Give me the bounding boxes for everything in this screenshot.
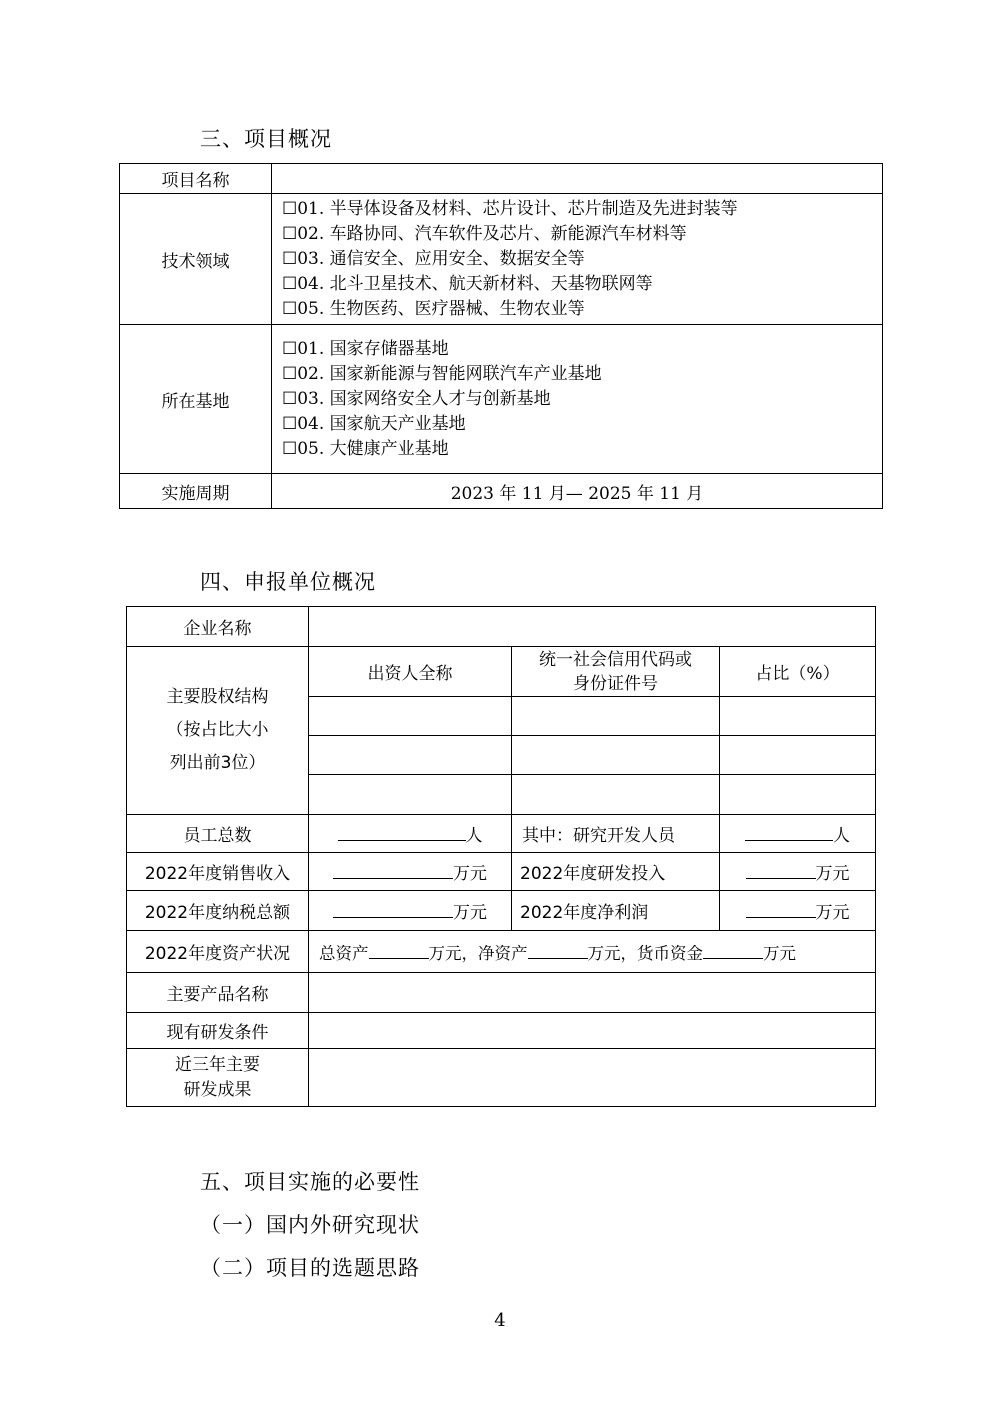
page-number: 4 (494, 1310, 506, 1331)
base-option-01[interactable]: ☐01. 国家存储器基地 (282, 338, 449, 359)
company-name-field[interactable] (309, 607, 876, 647)
equity-row1-share[interactable] (720, 697, 876, 736)
rd-invest-field[interactable] (720, 853, 876, 891)
rd-conditions-field[interactable] (309, 1013, 876, 1049)
tech-field-option-01[interactable]: ☐01. 半导体设备及材料、芯片设计、芯片制造及先进封装等 (282, 198, 738, 219)
equity-label (127, 647, 309, 815)
assets-total-blank[interactable] (369, 944, 429, 959)
rd-conditions-label: 现有研发条件 (127, 1013, 309, 1049)
profit-unit: 万元 (815, 903, 850, 923)
assets-total-label: 总资产 (319, 943, 369, 963)
base-label: 所在基地 (120, 325, 272, 474)
profit-blank[interactable] (746, 903, 816, 918)
rd-invest-unit: 万元 (815, 864, 850, 884)
section5-sub1: （一）国内外研究现状 (200, 1213, 420, 1237)
products-field[interactable] (309, 973, 876, 1013)
rd-staff-blank[interactable] (745, 826, 833, 841)
profit-label: 2022年度净利润 (512, 891, 720, 931)
profit-field[interactable] (720, 891, 876, 931)
section5-heading: 五、项目实施的必要性 (200, 1170, 420, 1194)
equity-label-line-2: （按占比大小 (166, 720, 269, 740)
sales-unit: 万元 (453, 864, 487, 884)
staff-label: 员工总数 (127, 815, 309, 853)
equity-label-line-1: 主要股权结构 (166, 687, 269, 707)
assets-unit-1: 万元，净资产 (428, 943, 528, 963)
rd-staff-field[interactable] (720, 815, 876, 853)
staff-unit: 人 (465, 826, 483, 846)
period-value: 2023 年 11 月— 2025 年 11 月 (272, 474, 883, 509)
assets-label: 2022年度资产状况 (127, 931, 309, 973)
achievements-field[interactable] (309, 1049, 876, 1107)
equity-row2-investor[interactable] (309, 736, 512, 775)
rd-staff-label: 其中：研究开发人员 (512, 815, 720, 853)
base-options (272, 325, 883, 474)
equity-label-line-3: 列出前3位） (169, 753, 266, 773)
section3-heading: 三、项目概况 (200, 127, 332, 151)
tech-field-option-03[interactable]: ☐03. 通信安全、应用安全、数据安全等 (282, 248, 585, 269)
equity-row1-code[interactable] (512, 697, 720, 736)
assets-field (309, 931, 876, 973)
company-name-label: 企业名称 (127, 607, 309, 647)
assets-unit-3: 万元 (763, 943, 796, 963)
equity-row2-share[interactable] (720, 736, 876, 775)
base-option-03[interactable]: ☐03. 国家网络安全人才与创新基地 (282, 388, 551, 409)
equity-header-share: 占比（%） (720, 647, 876, 697)
tech-field-label: 技术领域 (120, 194, 272, 325)
sales-field[interactable] (309, 853, 512, 891)
equity-row3-code[interactable] (512, 775, 720, 815)
tax-field[interactable] (309, 891, 512, 931)
products-label: 主要产品名称 (127, 973, 309, 1013)
project-overview-table (119, 163, 883, 509)
tax-label: 2022年度纳税总额 (127, 891, 309, 931)
assets-unit-2: 万元，货币资金 (587, 943, 703, 963)
sales-blank[interactable] (333, 864, 453, 879)
base-option-02[interactable]: ☐02. 国家新能源与智能网联汽车产业基地 (282, 363, 602, 384)
equity-header-credit-code (512, 647, 720, 697)
tax-blank[interactable] (333, 903, 453, 918)
section5-sub2: （二）项目的选题思路 (200, 1256, 420, 1280)
project-name-field[interactable] (272, 164, 883, 194)
rd-staff-unit: 人 (833, 826, 850, 846)
sales-label: 2022年度销售收入 (127, 853, 309, 891)
achievements-label-line-2: 研发成果 (183, 1079, 252, 1100)
period-label: 实施周期 (120, 474, 272, 509)
cash-assets-blank[interactable] (703, 944, 763, 959)
tech-field-option-02[interactable]: ☐02. 车路协同、汽车软件及芯片、新能源汽车材料等 (282, 223, 687, 244)
net-assets-blank[interactable] (528, 944, 588, 959)
equity-row3-investor[interactable] (309, 775, 512, 815)
equity-row3-share[interactable] (720, 775, 876, 815)
section4-heading: 四、申报单位概况 (200, 570, 376, 594)
tax-unit: 万元 (453, 903, 487, 923)
tech-field-options (272, 194, 883, 325)
staff-field[interactable] (309, 815, 512, 853)
staff-blank[interactable] (338, 826, 466, 841)
equity-row2-code[interactable] (512, 736, 720, 775)
equity-header-credit-code-line-1: 统一社会信用代码或 (539, 649, 692, 670)
tech-field-option-05[interactable]: ☐05. 生物医药、医疗器械、生物农业等 (282, 298, 585, 319)
rd-invest-label: 2022年度研发投入 (512, 853, 720, 891)
rd-invest-blank[interactable] (746, 864, 816, 879)
project-name-label: 项目名称 (120, 164, 272, 194)
achievements-label-line-1: 近三年主要 (175, 1054, 260, 1075)
equity-header-investor: 出资人全称 (309, 647, 512, 697)
base-option-05[interactable]: ☐05. 大健康产业基地 (282, 438, 449, 459)
equity-header-credit-code-line-2: 身份证件号 (573, 673, 658, 694)
tech-field-option-04[interactable]: ☐04. 北斗卫星技术、航天新材料、天基物联网等 (282, 273, 653, 294)
achievements-label (127, 1049, 309, 1107)
equity-row1-investor[interactable] (309, 697, 512, 736)
applicant-overview-table (126, 606, 876, 1107)
base-option-04[interactable]: ☐04. 国家航天产业基地 (282, 413, 466, 434)
